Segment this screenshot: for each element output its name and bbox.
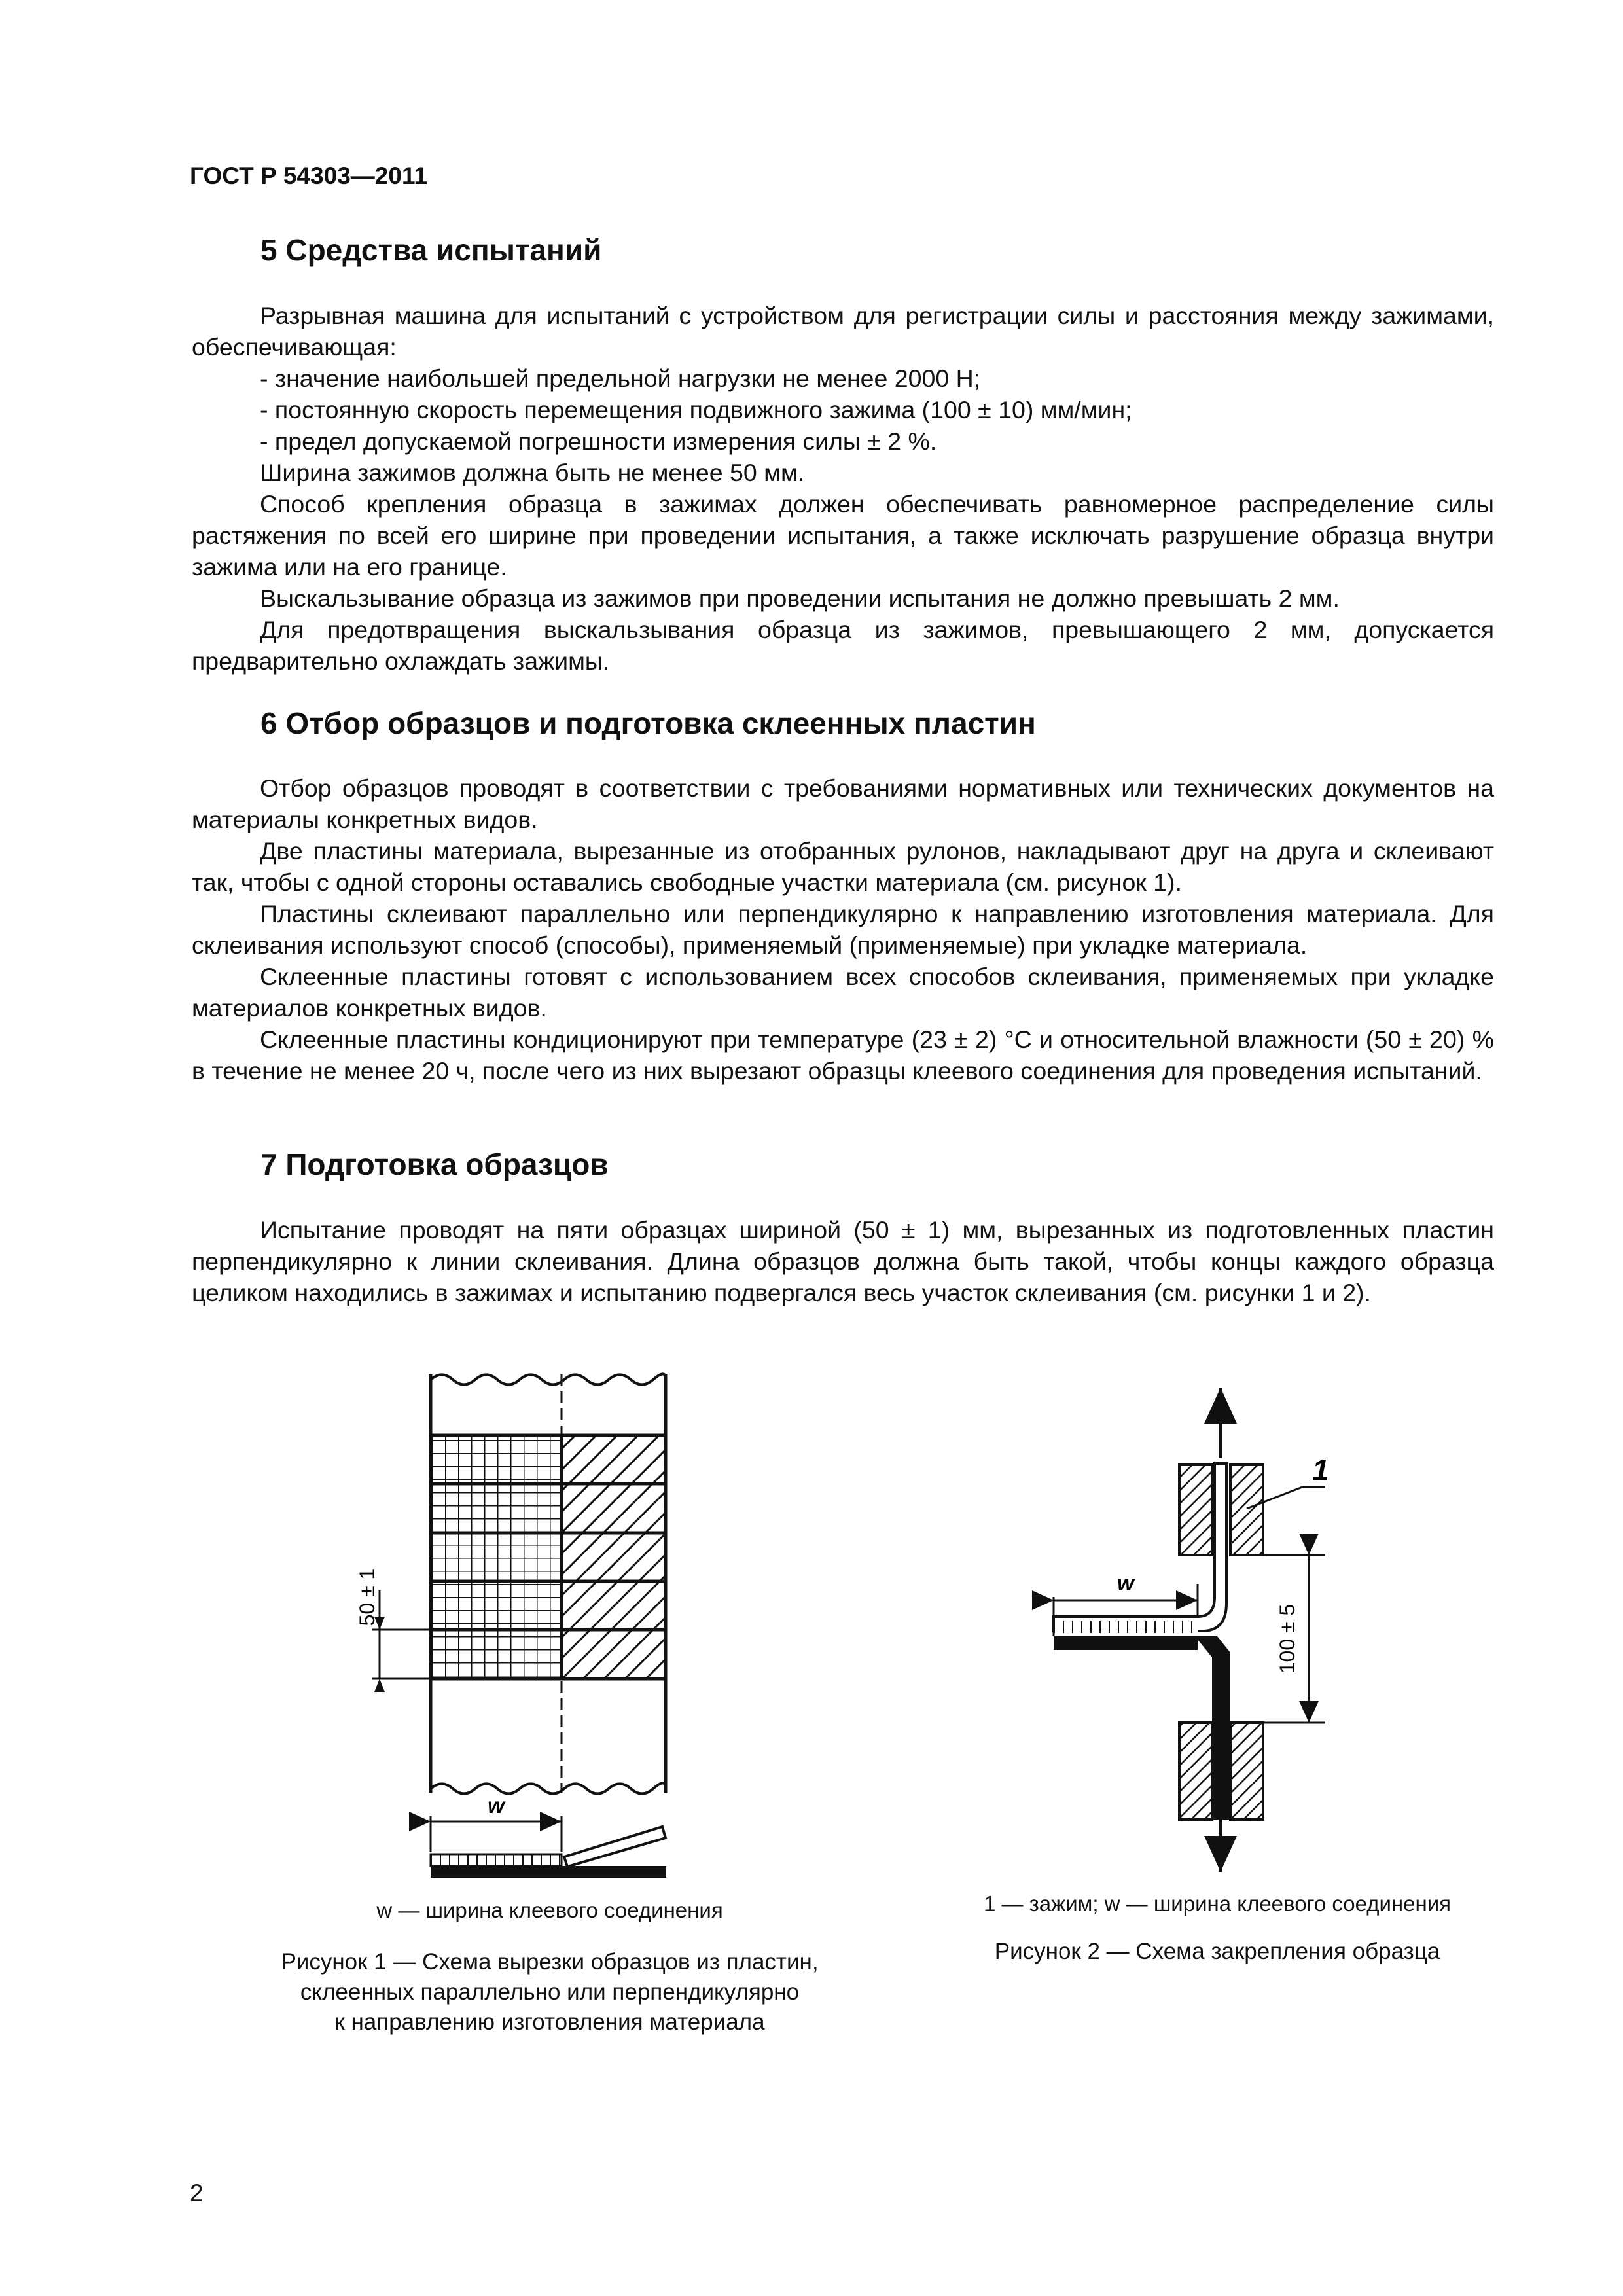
paragraph: Ширина зажимов должна быть не менее 50 мм. (260, 459, 805, 486)
caption-line: к направлению изготовления материала (334, 2009, 765, 2035)
figure-2-diagram (1054, 1388, 1329, 1872)
paragraph: Испытание проводят на пяти образцах шириной (50 ± 1) мм, вырезанных из подготовленных пластин перпендикулярно к линии склеивания. Длина образцов должна быть такой, чтобы концы каждого образца целиком находились в зажимах и испытанию подвергался весь участок склеивания (см. рисунки 1 и 2). (192, 1216, 1494, 1306)
page-number: 2 (190, 2179, 204, 2206)
list-item: - значение наибольшей предельной нагрузки не менее 2000 Н; (260, 365, 981, 392)
paragraph: Способ крепления образца в зажимах должен обеспечивать равномерное распределение силы растяжения по всей его ширине при проведении испытания, а также исключать разрушение образца внутри зажима или на его границе. (192, 490, 1494, 581)
cross-section-1 (431, 1793, 666, 1878)
dimension-100 (1263, 1555, 1325, 1723)
caption-line: склеенных параллельно или перпендикулярно (300, 1979, 800, 2005)
w-label: w (1117, 1571, 1134, 1595)
dimension-50 (355, 1568, 431, 1692)
paragraph: Выскальзывание образца из зажимов при проведении испытания не должно превышать 2 мм. (260, 584, 1340, 612)
w-label: w (488, 1793, 505, 1818)
section-6-title: 6 Отбор образцов и подготовка склеенных пластин (260, 706, 1036, 740)
dimension-100-label: 100 ± 5 (1275, 1604, 1299, 1674)
dimension-50-label: 50 ± 1 (355, 1568, 379, 1626)
list-item: - предел допускаемой погрешности измерения силы ± 2 %. (260, 427, 937, 455)
callout-1-label: 1 (1312, 1453, 1329, 1487)
paragraph: Разрывная машина для испытаний с устройством для регистрации силы и расстояния между зажимами, обеспечивающая: (192, 302, 1494, 361)
paragraph: Склеенные пластины готовят с использованием всех способов склеивания, применяемых при укладке материалов конкретных видов. (192, 963, 1494, 1022)
paragraph: Отбор образцов проводят в соответствии с требованиями нормативных или технических документов на материалы конкретных видов. (192, 774, 1494, 833)
paragraph: Склеенные пластины кондиционируют при температуре (23 ± 2) °С и относительной влажности (50 ± 20) % в течение не менее 20 ч, после чего из них вырезают образцы клеевого соединения для проведения испытаний. (192, 1026, 1494, 1085)
plate-drawing (431, 1374, 666, 1793)
figure-1-caption (216, 1947, 883, 2037)
figure-1-diagram (355, 1374, 666, 1878)
paragraph: Для предотвращения выскальзывания образца из зажимов, превышающего 2 мм, допускается предварительно охлаждать зажимы. (192, 616, 1494, 675)
paragraph: Две пластины материала, вырезанные из отобранных рулонов, накладывают друг на друга и склеивают так, чтобы с одной стороны оставались свободные участки материала (см. рисунок 1). (192, 837, 1494, 896)
paragraph: Пластины склеивают параллельно или перпендикулярно к направлению изготовления материала. Для склеивания используют способ (способы), применяемый (применяемые) при укладке материала. (192, 900, 1494, 959)
section-5-title: 5 Средства испытаний (260, 233, 602, 267)
section-7-title: 7 Подготовка образцов (260, 1147, 609, 1181)
figure-2-caption: Рисунок 2 — Схема закрепления образца (994, 1939, 1440, 1964)
document-header: ГОСТ Р 54303—2011 (190, 162, 428, 189)
list-item: - постоянную скорость перемещения подвижного зажима (100 ± 10) мм/мин; (260, 396, 1132, 423)
figure-1-legend: w — ширина клеевого соединения (376, 1898, 723, 1922)
caption-line: Рисунок 1 — Схема вырезки образцов из пластин, (281, 1949, 819, 1975)
figure-2-legend: 1 — зажим; w — ширина клеевого соединения (983, 1892, 1452, 1916)
